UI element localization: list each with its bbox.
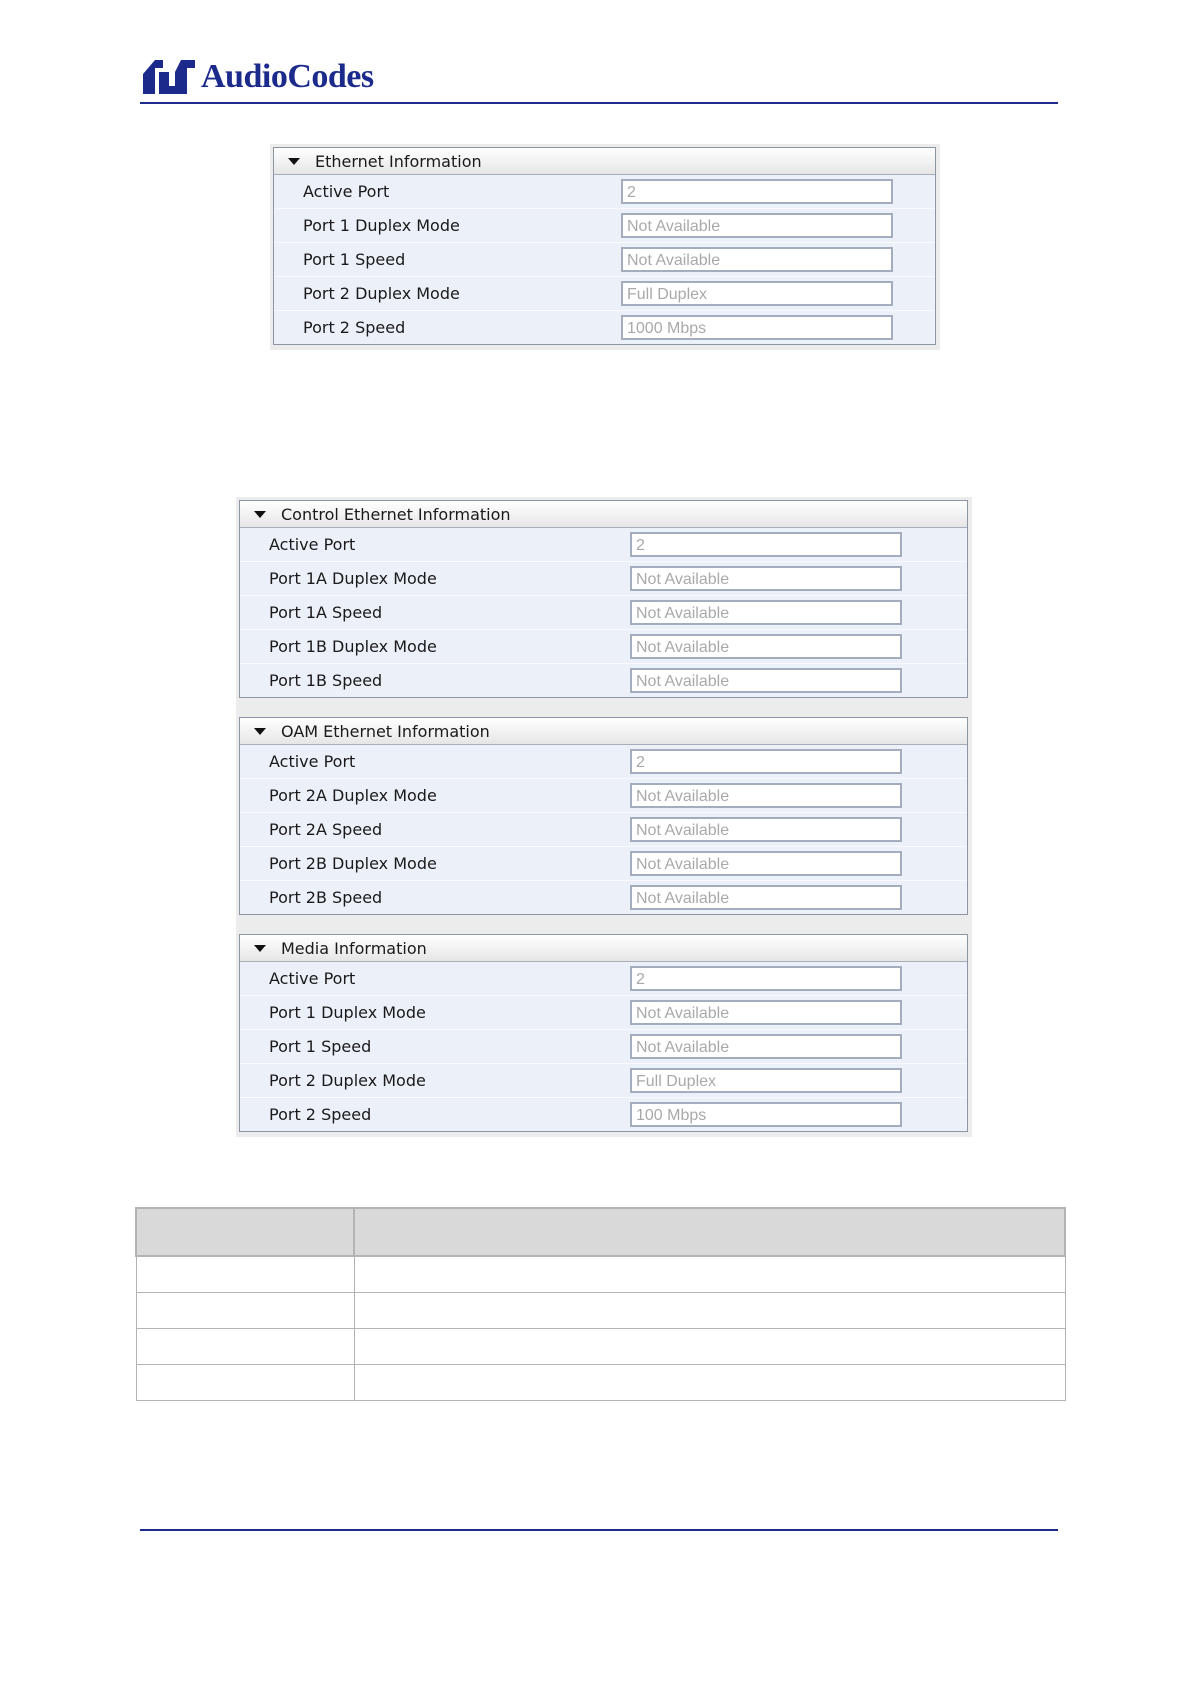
info-row	[240, 1030, 967, 1064]
table-header-row	[136, 1208, 1065, 1256]
table-cell	[354, 1329, 1065, 1365]
group-title: Control Ethernet Information	[281, 504, 511, 524]
info-row	[240, 881, 967, 914]
group-title: Ethernet Information	[315, 151, 482, 171]
read-only-field: Not Available	[630, 1000, 902, 1025]
table-cell	[354, 1256, 1065, 1293]
row-label: Port 2 Speed	[303, 318, 406, 337]
read-only-field: 100 Mbps	[630, 1102, 902, 1127]
read-only-field: Full Duplex	[630, 1068, 902, 1093]
header-rule	[140, 102, 1058, 104]
table-row	[136, 1293, 1065, 1329]
row-label: Active Port	[269, 535, 356, 554]
read-only-field: Not Available	[630, 668, 902, 693]
table-cell	[354, 1365, 1065, 1401]
info-row	[274, 243, 935, 277]
ethernet-information-group	[273, 147, 936, 345]
audiocodes-logo	[141, 55, 374, 99]
info-row	[240, 562, 967, 596]
read-only-field: Not Available	[630, 600, 902, 625]
row-label: Port 2 Speed	[269, 1105, 372, 1124]
row-label: Port 2A Duplex Mode	[269, 786, 437, 805]
table-cell	[136, 1329, 354, 1365]
group-header[interactable]	[240, 501, 967, 528]
info-row	[240, 630, 967, 664]
collapse-caret-icon[interactable]	[254, 945, 266, 952]
row-label: Port 1A Duplex Mode	[269, 569, 437, 588]
read-only-field: Not Available	[630, 885, 902, 910]
info-row	[274, 209, 935, 243]
row-label: Port 1B Duplex Mode	[269, 637, 437, 656]
collapse-caret-icon[interactable]	[254, 728, 266, 735]
group-title: Media Information	[281, 938, 427, 958]
info-row	[240, 779, 967, 813]
table-header-cell	[354, 1208, 1065, 1256]
group-title: OAM Ethernet Information	[281, 721, 490, 741]
read-only-field: Not Available	[630, 1034, 902, 1059]
read-only-field: Not Available	[630, 817, 902, 842]
row-label: Port 1 Duplex Mode	[269, 1003, 426, 1022]
row-label: Port 1 Speed	[269, 1037, 372, 1056]
group-header[interactable]	[240, 718, 967, 745]
ethernet-info-screenshot	[270, 144, 940, 350]
info-row	[240, 596, 967, 630]
read-only-field: Not Available	[630, 634, 902, 659]
info-row	[240, 847, 967, 881]
info-row	[274, 277, 935, 311]
row-label: Port 1A Speed	[269, 603, 383, 622]
collapse-caret-icon[interactable]	[254, 511, 266, 518]
info-row	[274, 311, 935, 344]
read-only-field: 2	[630, 532, 902, 557]
table-header-cell	[136, 1208, 354, 1256]
group-header[interactable]	[274, 148, 935, 175]
row-label: Port 2A Speed	[269, 820, 383, 839]
info-row	[240, 745, 967, 779]
group-header[interactable]	[240, 935, 967, 962]
row-label: Port 1 Duplex Mode	[303, 216, 460, 235]
info-row	[240, 996, 967, 1030]
table-row	[136, 1365, 1065, 1401]
info-row	[240, 1098, 967, 1131]
info-row	[240, 962, 967, 996]
row-label: Active Port	[269, 752, 356, 771]
info-row	[240, 528, 967, 562]
media-information-group	[239, 934, 968, 1132]
table-row	[136, 1256, 1065, 1293]
row-label: Active Port	[303, 182, 390, 201]
read-only-field: Not Available	[630, 783, 902, 808]
info-row	[240, 813, 967, 847]
read-only-field: 2	[630, 966, 902, 991]
row-label: Active Port	[269, 969, 356, 988]
footer-rule	[140, 1529, 1058, 1531]
audiocodes-logo-icon	[141, 56, 197, 98]
table-row	[136, 1329, 1065, 1365]
description-table	[135, 1207, 1066, 1401]
brand-name: AudioCodes	[201, 58, 374, 95]
control-oam-media-info-screenshot	[236, 497, 972, 1137]
table-cell	[136, 1256, 354, 1293]
control-ethernet-information-group	[239, 500, 968, 698]
read-only-field: 2	[621, 179, 893, 204]
info-row	[274, 175, 935, 209]
oam-ethernet-information-group	[239, 717, 968, 915]
row-label: Port 1 Speed	[303, 250, 406, 269]
collapse-caret-icon[interactable]	[288, 158, 300, 165]
row-label: Port 2 Duplex Mode	[303, 284, 460, 303]
row-label: Port 1B Speed	[269, 671, 383, 690]
row-label: Port 2B Speed	[269, 888, 383, 907]
table-cell	[354, 1293, 1065, 1329]
read-only-field: Not Available	[621, 213, 893, 238]
info-row	[240, 1064, 967, 1098]
row-label: Port 2B Duplex Mode	[269, 854, 437, 873]
read-only-field: Not Available	[630, 851, 902, 876]
row-label: Port 2 Duplex Mode	[269, 1071, 426, 1090]
table-cell	[136, 1365, 354, 1401]
read-only-field: Not Available	[630, 566, 902, 591]
read-only-field: Not Available	[621, 247, 893, 272]
read-only-field: 1000 Mbps	[621, 315, 893, 340]
read-only-field: Full Duplex	[621, 281, 893, 306]
table-cell	[136, 1293, 354, 1329]
info-row	[240, 664, 967, 697]
read-only-field: 2	[630, 749, 902, 774]
